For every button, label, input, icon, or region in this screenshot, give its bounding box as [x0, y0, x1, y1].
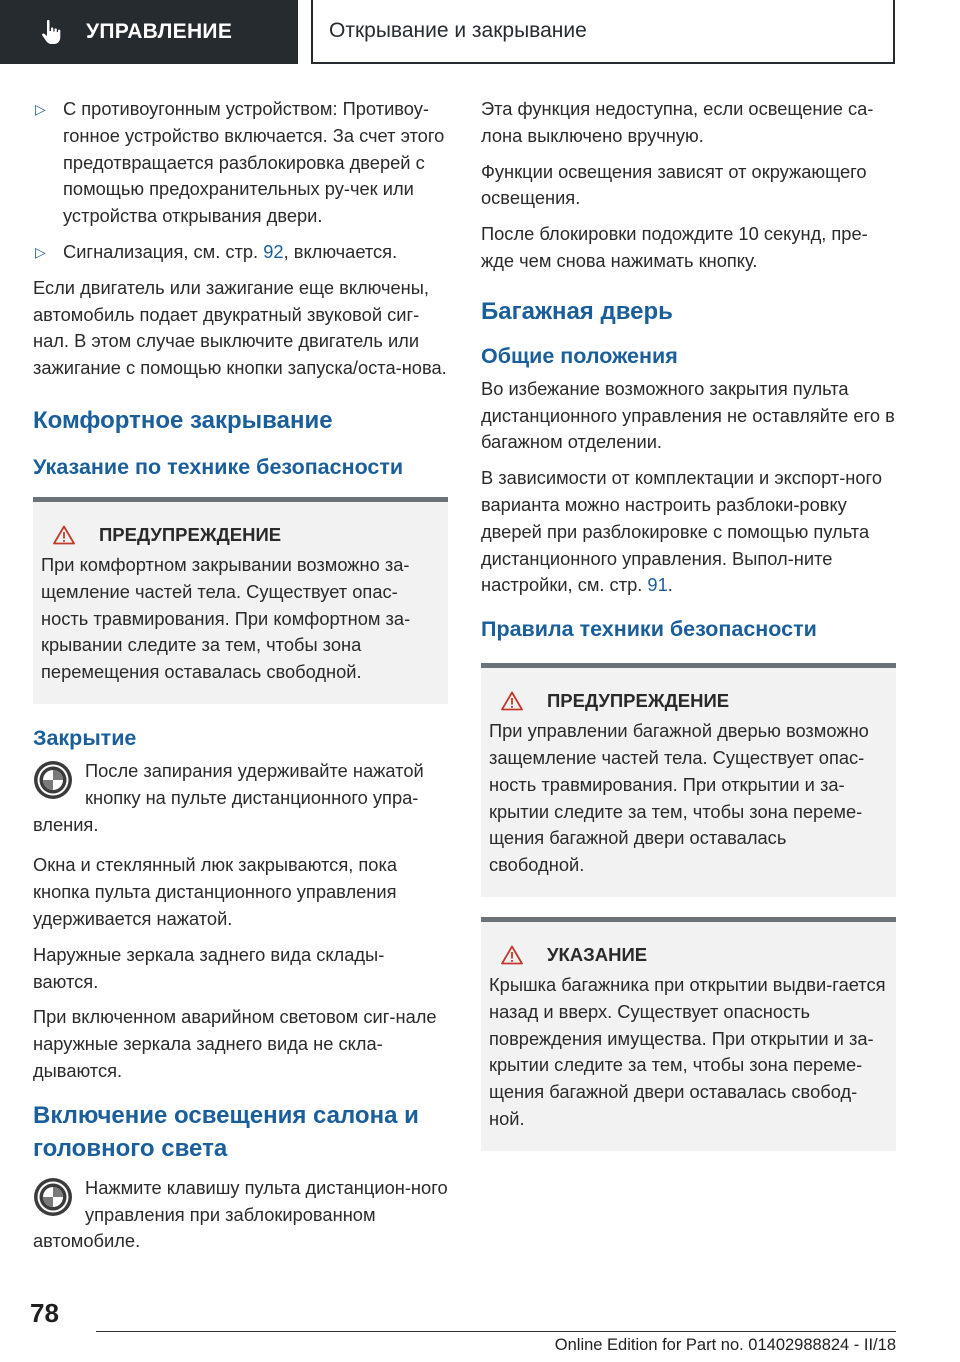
footer-divider	[96, 1331, 896, 1332]
triangle-bullet-icon: ▷	[35, 101, 46, 117]
heading-comfort-closing: Комфортное закрывание	[33, 406, 333, 434]
bullet-text-pre: Сигнализация, см. стр.	[63, 240, 264, 262]
paragraph: Окна и стеклянный люк закрываются, пока кнопка пульта дистанционного управления удерживается нажатой.	[33, 854, 398, 929]
paragraph: Эта функция недоступна, если освещение са-лона выключено вручную.	[481, 98, 874, 146]
warning-text: При комфортном закрывании возможно за-щемление частей тела. Существует опас-ность травмирования. При комфортном за-крывании следите за тем, чтобы зона перемещения оставалась свободной.	[41, 553, 411, 683]
warning-title-text: ПРЕДУПРЕЖДЕНИЕ	[99, 523, 282, 545]
footer-edition: Online Edition for Part no. 01402988824 - II/18	[554, 1336, 896, 1354]
right-column	[481, 96, 896, 1171]
heading-safety-note: Указание по технике безопасности	[33, 454, 404, 479]
header-chapter-title: Открывание и закрывание	[329, 19, 587, 42]
heading-tailgate: Багажная дверь	[481, 297, 673, 325]
paragraph	[481, 465, 896, 599]
remote-key-button-icon	[33, 1177, 73, 1217]
header-chapter-tab	[311, 0, 895, 64]
warning-title	[489, 690, 886, 712]
heading-lighting: Включение освещения салона и головного света	[33, 1101, 419, 1162]
heading-safety-rules: Правила техники безопасности	[481, 617, 817, 642]
paragraph-text-pre: В зависимости от комплектации и экспорт-ного варианта можно настроить разблоки-ровку дверей при разблокировке с помощью пульта дистанционного управления. Выпол-ните настройки, см. стр.	[481, 467, 882, 596]
bullet-text-post: , включается.	[283, 240, 398, 262]
page-link-91[interactable]: 91	[647, 574, 668, 596]
paragraph: Наружные зеркала заднего вида склады-ваются.	[33, 943, 385, 992]
list-item	[33, 96, 448, 230]
hand-pointer-icon	[38, 18, 66, 46]
bullet-text: С противоугонным устройством: Противоу-гонное устройство включается. За счет этого предотвращается разблокировка дверей с помощью предохранительных ру-чек или устройства открывания двери.	[63, 98, 445, 227]
paragraph-text-post: .	[667, 574, 673, 596]
warning-box	[481, 663, 896, 897]
left-column	[33, 96, 448, 1269]
paragraph: После блокировки подождите 10 секунд, пре-жде чем снова нажимать кнопку.	[481, 223, 868, 271]
closing-text: После запирания удерживайте нажатой кнопку на пульте дистанционного упра-вления.	[33, 759, 424, 835]
bullet-text	[63, 239, 397, 266]
header-section-title: УПРАВЛЕНИЕ	[86, 20, 233, 43]
remote-key-instruction	[33, 758, 448, 838]
warning-text: При управлении багажной дверью возможно защемление частей тела. Существует опас-ность травмирования. При открытии и за-крытии следите за тем, чтобы зона переме-щения багажной двери оставалась свободной.	[489, 720, 869, 876]
notice-text: Крышка багажника при открытии выдви-гается назад и вверх. Существует опасность повреждения имущества. При открытии и за-крытии следите за тем, чтобы зона переме-щения багажной двери оставалась свобод-ной.	[489, 973, 886, 1129]
notice-title-text: УКАЗАНИЕ	[547, 943, 648, 965]
warning-title	[41, 524, 438, 546]
notice-box	[481, 917, 896, 1151]
heading-general: Общие положения	[481, 343, 678, 368]
header-section-tab	[0, 0, 298, 64]
paragraph: При включенном аварийном световом сиг-нале наружные зеркала заднего вида не скла-дываются.	[33, 1006, 437, 1081]
warning-triangle-icon	[501, 691, 523, 711]
triangle-bullet-icon: ▷	[35, 243, 46, 260]
page-number: 78	[30, 1298, 59, 1328]
list-item	[33, 239, 448, 266]
warning-title-text: ПРЕДУПРЕЖДЕНИЕ	[547, 690, 730, 712]
warning-triangle-icon	[53, 525, 75, 545]
remote-key-button-icon	[33, 760, 73, 800]
page-link-92[interactable]: 92	[263, 240, 284, 262]
warning-triangle-icon	[501, 945, 523, 965]
paragraph: Функции освещения зависят от окружающего освещения.	[481, 160, 867, 209]
warning-box	[33, 497, 448, 704]
notice-title	[489, 944, 886, 966]
paragraph: Если двигатель или зажигание еще включены, автомобиль подает двукратный звуковой сиг-нал. В этом случае выключите двигатель или зажигание с помощью кнопки запуска/оста-нова.	[33, 276, 447, 379]
remote-key-instruction	[33, 1175, 448, 1255]
heading-closing: Закрытие	[33, 725, 137, 750]
lighting-text: Нажмите клавишу пульта дистанцион-ного управления при заблокированном автомобиле.	[33, 1176, 448, 1252]
paragraph: Во избежание возможного закрытия пульта дистанционного управления не оставляйте его в багажном отделении.	[481, 377, 895, 453]
